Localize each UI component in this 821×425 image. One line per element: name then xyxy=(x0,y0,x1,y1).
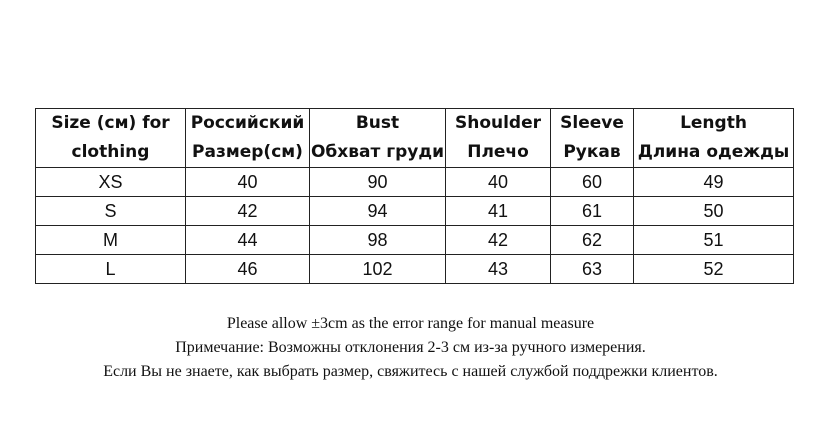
header-size xyxy=(36,109,186,168)
header-length-en: Length xyxy=(680,113,747,133)
cell-shoulder: 40 xyxy=(446,168,551,197)
cell-russian-size: 46 xyxy=(186,255,310,284)
cell-length: 50 xyxy=(634,197,794,226)
header-russian-size xyxy=(186,109,310,168)
cell-size: M xyxy=(36,226,186,255)
cell-bust: 102 xyxy=(310,255,446,284)
table-row xyxy=(36,197,794,226)
header-shoulder xyxy=(446,109,551,168)
cell-shoulder: 42 xyxy=(446,226,551,255)
note-error-range-ru: Примечание: Возможны отклонения 2-3 см из-за ручного измерения. xyxy=(175,339,646,356)
cell-russian-size: 42 xyxy=(186,197,310,226)
header-bust-ru: Обхват груди xyxy=(310,142,445,162)
header-shoulder-en: Shoulder xyxy=(454,113,542,133)
table-row xyxy=(36,255,794,284)
table-row xyxy=(36,168,794,197)
cell-size: XS xyxy=(36,168,186,197)
cell-length: 49 xyxy=(634,168,794,197)
header-length-ru: Длина одежды xyxy=(637,142,790,162)
cell-sleeve: 63 xyxy=(551,255,634,284)
size-chart-table xyxy=(35,108,794,284)
cell-length: 51 xyxy=(634,226,794,255)
header-sleeve-en: Sleeve xyxy=(560,113,624,133)
header-shoulder-ru: Плечо xyxy=(467,142,529,162)
cell-sleeve: 62 xyxy=(551,226,634,255)
header-bust-en: Bust xyxy=(355,113,400,133)
note-contact-support: Если Вы не знаете, как выбрать размер, свяжитесь с нашей службой поддрежки клиентов. xyxy=(103,363,718,380)
cell-russian-size: 44 xyxy=(186,226,310,255)
cell-bust: 94 xyxy=(310,197,446,226)
header-russian-size-1: Российский xyxy=(190,113,305,133)
cell-sleeve: 60 xyxy=(551,168,634,197)
note-error-range-en: Please allow ±3cm as the error range for manual measure xyxy=(226,315,595,332)
header-sleeve-ru: Рукав xyxy=(563,142,621,162)
header-size-en-2: clothing xyxy=(71,142,150,162)
header-bust xyxy=(310,109,446,168)
cell-size: L xyxy=(36,255,186,284)
cell-size: S xyxy=(36,197,186,226)
table-row xyxy=(36,226,794,255)
cell-russian-size: 40 xyxy=(186,168,310,197)
cell-length: 52 xyxy=(634,255,794,284)
measurement-notes xyxy=(0,312,821,384)
cell-shoulder: 43 xyxy=(446,255,551,284)
cell-sleeve: 61 xyxy=(551,197,634,226)
header-sleeve xyxy=(551,109,634,168)
cell-bust: 98 xyxy=(310,226,446,255)
table-header-row xyxy=(36,109,794,168)
header-length xyxy=(634,109,794,168)
header-russian-size-2: Размер(см) xyxy=(192,142,303,162)
header-size-en: Size (см) for xyxy=(51,113,170,133)
cell-bust: 90 xyxy=(310,168,446,197)
cell-shoulder: 41 xyxy=(446,197,551,226)
